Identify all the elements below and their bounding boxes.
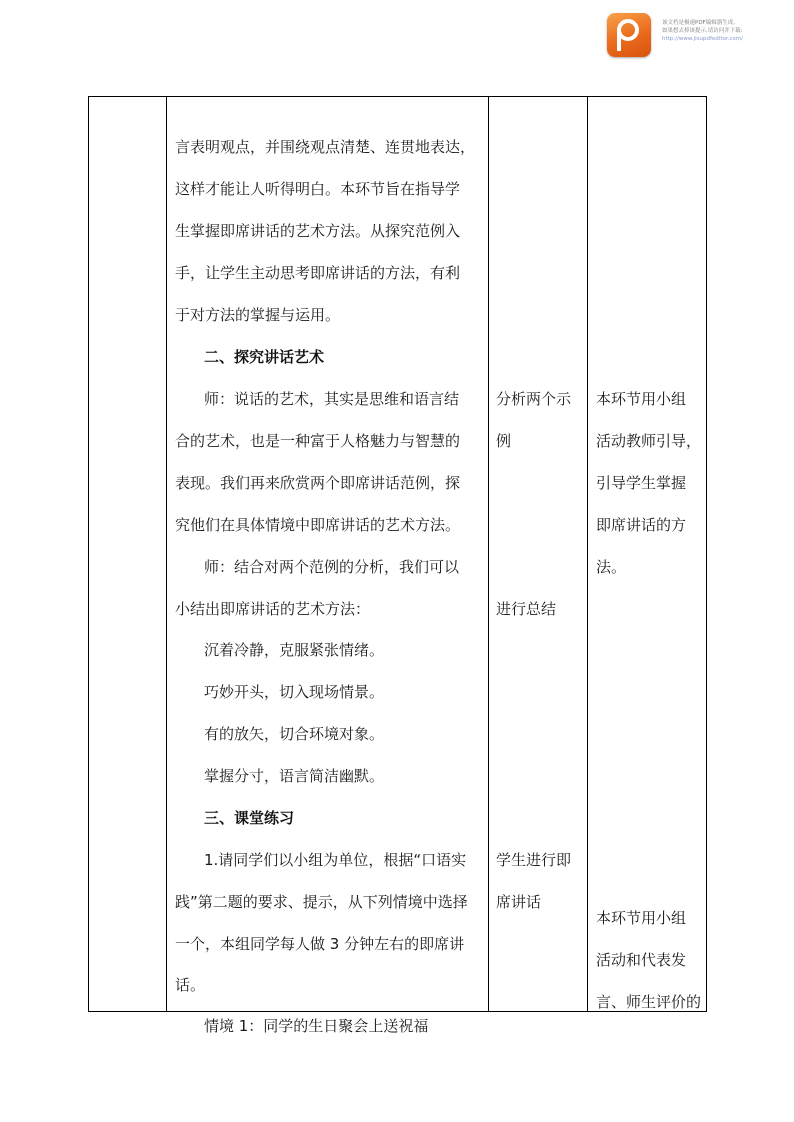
content-line: 于对方法的掌握与运用。 [175,306,341,324]
watermark-notice [662,19,782,43]
student-activity-line: 席讲话 [496,893,542,911]
section-heading: 二、探究讲话艺术 [204,348,325,366]
content-line: 师：结合对两个范例的分析，我们可以 [204,558,460,576]
design-intent-line: 活动教师引导， [596,432,702,450]
watermark-url: http://www.jisupdfeditor.com/ [662,36,743,42]
design-intent-line: 即席讲话的方 [596,516,687,534]
content-line: 生掌握即席讲话的艺术方法。从探究范例入 [175,222,461,240]
content-line: 手，让学生主动思考即席讲话的方法，有利 [175,264,461,282]
content-line: 表现。我们再来欣赏两个即席讲话范例，探 [175,474,461,492]
method-item: 掌握分寸，语言简洁幽默。 [204,767,385,785]
student-activity-line: 分析两个示 [496,390,572,408]
content-line: 小结出即席讲话的艺术方法： [175,600,371,618]
design-intent-line: 活动和代表发 [596,951,687,969]
content-line: 师：说话的艺术，其实是思维和语言结 [204,390,460,408]
design-intent-line: 本环节用小组 [596,909,687,927]
student-activity-line: 学生进行即 [496,851,572,869]
column-divider-3 [587,96,588,1012]
content-line: 践”第二题的要求、提示，从下列情境中选择 [175,893,468,911]
watermark-line-2: 如果想去掉该提示,请访问并下载: [662,28,743,34]
content-line: 一个，本组同学每人做 3 分钟左右的即席讲 [175,935,465,953]
design-intent-line: 言、师生评价的 [596,993,702,1011]
content-line: 这样才能让人听得明白。本环节旨在指导学 [175,180,461,198]
pdf-editor-logo-icon [607,13,651,57]
content-line: 话。 [175,976,206,994]
watermark-line-1: 该文档是极速PDF编辑器生成, [662,20,735,26]
content-line: 1.请同学们以小组为单位，根据“口语实 [204,851,467,869]
logo-stem-shape [617,29,621,51]
content-line: 究他们在具体情境中即席讲话的艺术方法。 [175,516,461,534]
content-line: 情境 1：同学的生日聚会上送祝福 [204,1017,429,1035]
content-line: 合的艺术，也是一种富于人格魅力与智慧的 [175,432,461,450]
section-heading: 三、课堂练习 [204,809,295,827]
design-intent-line: 引导学生掌握 [596,474,687,492]
method-item: 有的放矢，切合环境对象。 [204,725,385,743]
method-item: 沉着冷静，克服紧张情绪。 [204,641,385,659]
student-activity-line: 进行总结 [496,600,557,618]
design-intent-line: 本环节用小组 [596,390,687,408]
content-line: 言表明观点，并围绕观点清楚、连贯地表达， [175,138,476,156]
design-intent-line: 法。 [596,558,627,576]
column-divider-2 [488,96,489,1012]
column-divider-1 [166,96,167,1012]
method-item: 巧妙开头，切入现场情景。 [204,683,385,701]
student-activity-line: 例 [496,432,512,450]
